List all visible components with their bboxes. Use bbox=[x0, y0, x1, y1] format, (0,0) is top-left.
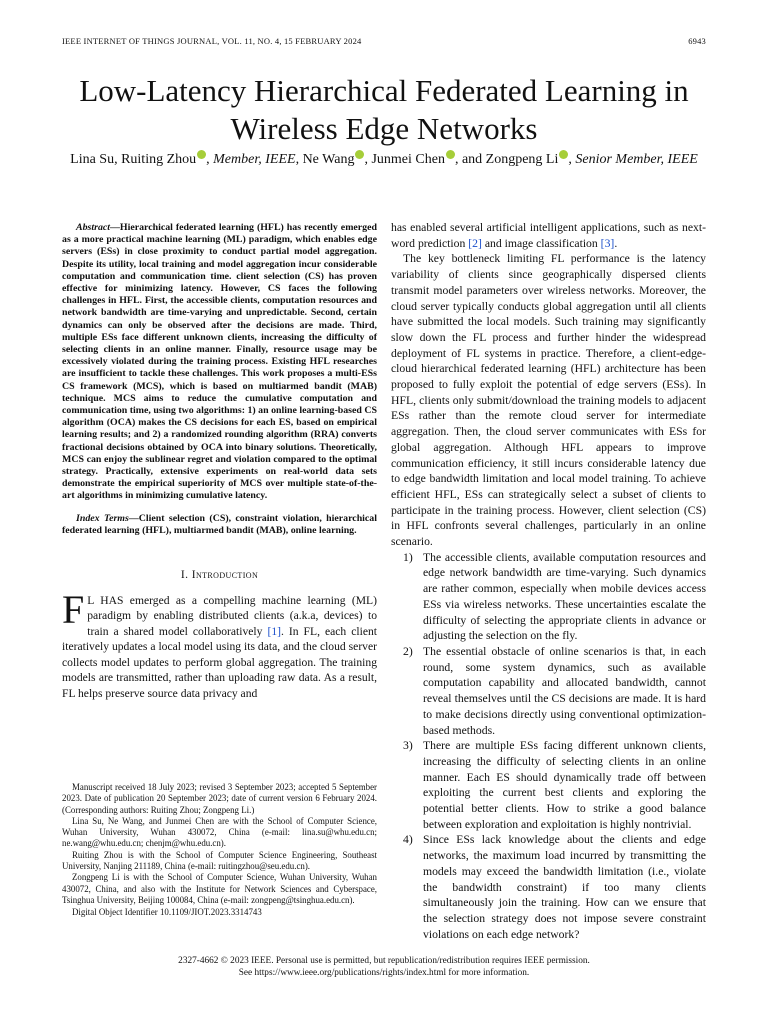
journal-name: IEEE INTERNET OF THINGS JOURNAL, VOL. 11, NO. 4, 15 FEBRUARY 2024 bbox=[62, 36, 362, 46]
copyright-notice bbox=[62, 955, 706, 979]
section-heading-introduction: I. Introduction bbox=[180, 568, 259, 582]
intro-text-a: L HAS emerged as a compelling machine learning (ML) paradigm by enabling distributed clients (a.k.a, devices) to train a shared model collaboratively bbox=[87, 593, 377, 638]
title-line-2: Wireless Edge Networks bbox=[230, 111, 538, 146]
author-name-3: Junmei Chen bbox=[371, 152, 445, 167]
footnote-affiliation-1: Lina Su, Ne Wang, and Junmei Chen are with the School of Computer Science, Wuhan University, Wuhan 430072, China (e-mail: lina.su@whu.edu.cn; ne.wang@whu.edu.cn; chenjm@whu.edu.cn). bbox=[62, 815, 377, 849]
continued-paragraph bbox=[391, 220, 706, 251]
index-terms bbox=[62, 513, 377, 537]
citation-link-2[interactable]: [2] bbox=[468, 236, 482, 250]
author-role-1: Member, IEEE bbox=[213, 152, 296, 167]
list-item-text: There are multiple ESs facing different unknown clients, increasing the difficulty of selecting clients in an online manner. Each ES should dynamically trade off between exploiting the current best clients and exploring the potential better clients. How to strike a good balance between exploration and exploitation is highly nontrivial. bbox=[423, 739, 706, 831]
citation-link-3[interactable]: [3] bbox=[600, 236, 615, 250]
intro-paragraph bbox=[62, 586, 377, 702]
continued-text-b: and image classification bbox=[481, 236, 601, 250]
footnote-affiliation-2: Ruiting Zhou is with the School of Computer Science Engineering, Southeast University, Nanjing 211189, China (e-mail: ruitingzhou@seu.edu.cn). bbox=[62, 849, 377, 872]
bottleneck-paragraph: The key bottleneck limiting FL performance is the latency variability of clients since geographically dispersed clients transmit model parameters over wireless networks. Moreover, the cloud server typically conducts global aggregation until all clients have submitted the local models. Such training may significantly slow down the FL process and further hinder the widespread deployment of FL systems in practice. Therefore, a client-edge-cloud hierarchical federated learning (HFL) architecture has been proposed to fully exploit the potential of edge servers (ESs). In HFL, clients only submit/download the training models to adjacent ESs rather than the remote cloud server for intermediate aggregation. Then, the cloud server communicates with ESs for global aggregation. Although HFL appears to improve communication efficiency, it still incurs considerable latency due to edge bandwidth limitation and local model training. To achieve efficient HFL, ESs can strategically select a subset of clients to participate in the training process. However, client selection (CS) in HFL confronts several challenges, particularly in an online scenario. bbox=[391, 252, 706, 549]
title-line-1: Low-Latency Hierarchical Federated Learning in bbox=[79, 73, 689, 108]
author-role-5: Senior Member, IEEE bbox=[575, 152, 698, 167]
paper-title bbox=[40, 72, 728, 148]
author-list: Lina Su, Ruiting Zhou , Member, IEEE, Ne Wang , Junmei Chen , and Zongpeng Li , Senior Member, IEEE bbox=[70, 152, 698, 167]
index-terms-text: —Client selection (CS), constraint violation, hierarchical federated learning (HFL), multiarmed bandit (MAB), online learning. bbox=[62, 512, 377, 536]
list-item-number: 4) bbox=[403, 833, 413, 847]
continued-text-a: has enabled several artificial intelligent applications, such as next-word prediction bbox=[391, 221, 706, 250]
page-number: 6943 bbox=[688, 36, 706, 46]
running-header bbox=[62, 36, 706, 48]
list-item bbox=[391, 738, 706, 832]
list-item-text: Since ESs lack knowledge about the clients and edge networks, the maximum load incurred by transmitting the models may exceed the bandwidth limitation (i.e., violate the bandwidth constraint) if too many clients simultaneously join the training. How can we ensure that the selection strategy does not impose severe constraint violations on each edge network? bbox=[423, 833, 706, 941]
list-item-text: The essential obstacle of online scenarios is that, in each round, some system dynamics, such as available computation capability and allocated bandwidth, cannot reveal themselves until the CS decisions are made. It is hard to make decisions directly using conventional optimization-based methods. bbox=[423, 644, 706, 737]
left-column bbox=[62, 222, 377, 701]
list-item bbox=[391, 644, 706, 738]
copyright-line-2: See https://www.ieee.org/publications/rights/index.html for more information. bbox=[238, 968, 530, 978]
list-item-number: 1) bbox=[403, 550, 413, 564]
challenge-list bbox=[391, 550, 706, 943]
drop-cap: F bbox=[62, 586, 85, 632]
abstract-text: —Hierarchical federated learning (HFL) has recently emerged as a more practical machine learning (ML) paradigm, which enables edge servers (ESs) in close proximity to conduct partial model aggregation. Despite its utility, local training and model aggregation incur considerable computation and communication time. client selection (CS) has proven effective for minimizing latency. However, CS faces the following challenges in HFL. First, the accessible clients, computation resources and network bandwidth are time-varying and unpredictable. Second, certain dynamics can only be observed after the decisions are made. Third, multiple ESs face different unknown clients, increasing the difficulty of selecting clients in an online manner. Finally, resource usage may be excessively violated during the training process. Existing HFL researches are insufficient to tackle these challenges. This work proposes a multi-ESs CS framework (MCS), which is based on multiarmed bandit (MAB) technique. MCS aims to reduce the cumulative computation and communication time, using two algorithms: 1) an online learning-based CS algorithm (OCA) makes the CS decisions for each ES, based on empirical learning results; and 2) a randomized rounding algorithm (RRA) converts fractional decisions obtained by OCA into binary solutions. Theoretically, MCS can enjoy the sublinear regret and violation compared to the optimal strategy. Practically, extensive experiments on real-world data sets demonstrate the empirical superiority of MCS over multiple state-of-the-art algorithms in minimizing cumulative latency. bbox=[62, 222, 377, 502]
footnotes bbox=[62, 782, 377, 919]
footnote-affiliation-3: Zongpeng Li is with the School of Computer Science, Wuhan University, Wuhan 430072, China, and also with the Institute for Network Sciences and Cyberspace, Tsinghua University, Beijing 100084, China (e-mail: zongpeng@tsinghua.edu.cn). bbox=[62, 872, 377, 905]
abstract bbox=[62, 222, 377, 503]
list-item bbox=[391, 550, 706, 644]
index-terms-label: Index Terms bbox=[76, 512, 129, 524]
list-item bbox=[391, 832, 706, 942]
abstract-label: Abstract bbox=[76, 222, 111, 233]
orcid-icon[interactable] bbox=[559, 150, 568, 159]
orcid-icon[interactable] bbox=[197, 150, 206, 159]
doi: Digital Object Identifier 10.1109/JIOT.2023.3314743 bbox=[72, 907, 262, 918]
orcid-icon[interactable] bbox=[355, 150, 364, 159]
footnote-manuscript: Manuscript received 18 July 2023; revised 3 September 2023; accepted 5 September 2023. Date of publication 20 September 2023; date of current version 6 February 2024. (Corresponding authors: Ruiting Zhou; Zongpeng Li.) bbox=[62, 782, 377, 815]
author-names-1: Lina Su, Ruiting Zhou bbox=[70, 152, 197, 167]
author-name-2: Ne Wang bbox=[302, 152, 355, 167]
right-column bbox=[391, 220, 706, 942]
list-item-text: The accessible clients, available computation resources and edge network bandwidth are time-varying. Such dynamics are rather common, especially when mobile devices access ESs via wireless networks. These uncertainties escalate the difficulty of selecting the appropriate clients in advance or adjusting the selection on the fly. bbox=[423, 550, 706, 643]
orcid-icon[interactable] bbox=[446, 150, 455, 159]
intro-text-b: . In FL, each client iteratively updates a local model using its data, and the cloud server collects model updates to perform global aggregation. The training models are transmitted, rather than uploading raw data. As a result, FL helps preserve source data privacy and bbox=[62, 624, 377, 700]
copyright-line-1: 2327-4662 © 2023 IEEE. Personal use is permitted, but republication/redistribution requires IEEE permission. bbox=[178, 956, 590, 966]
citation-link-1[interactable]: [1] bbox=[267, 624, 281, 638]
list-item-number: 3) bbox=[403, 739, 413, 753]
author-name-5: and Zongpeng Li bbox=[461, 152, 559, 167]
continued-text-c: . bbox=[614, 236, 618, 250]
list-item-number: 2) bbox=[403, 644, 413, 658]
